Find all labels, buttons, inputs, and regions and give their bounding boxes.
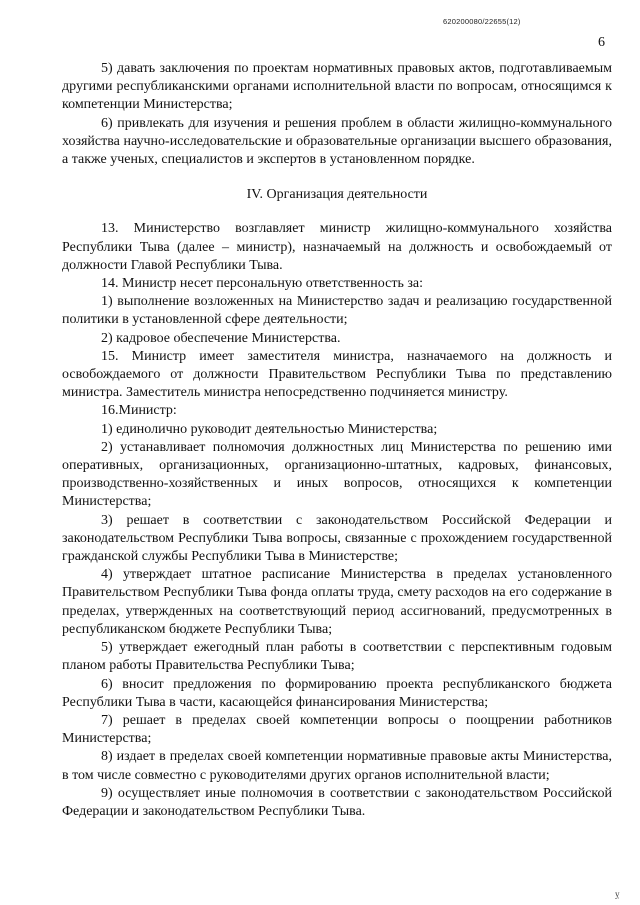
paragraph: 5) утверждает ежегодный план работы в соответствии с перспективным годовым планом работы Правительства Республики Тыва; [62, 640, 612, 674]
paragraph: 2) кадровое обеспечение Министерства. [101, 330, 341, 346]
paragraph: 4) утверждает штатное расписание Министерства в пределах установленного Правительством Республики Тыва фонда оплаты труда, смету расходов на его содержание в пределах, утвержденных на соответствующий период ассигнований, предусмотренных в республиканском бюджете Республики Тыва; [62, 567, 612, 637]
paragraph: 13. Министерство возглавляет министр жилищно-коммунального хозяйства Республики Тыва (далее – министр), назначаемый на должность и освобождаемый от должности Главой Республики Тыва. [62, 221, 612, 273]
paragraph: 14. Министр несет персональную ответственность за: [101, 276, 423, 292]
paragraph: 7) решает в пределах своей компетенции вопросы о поощрении работников Министерства; [62, 712, 612, 747]
document-body [62, 60, 612, 821]
paragraph: 9) осуществляет иные полномочия в соответствии с законодательством Российской Федерации и законодательством Республики Тыва. [62, 785, 612, 819]
page-number: 6 [598, 35, 605, 50]
paragraph: 3) решает в соответствии с законодательством Российской Федерации и законодательством Республики Тыва вопросы, связанные с прохождением государственной гражданской службы Республики Тыва в Министерстве; [62, 512, 612, 565]
paragraph: 8) издает в пределах своей компетенции нормативные правовые акты Министерства, в том числе совместно с руководителями других органов исполнительной власти; [62, 749, 612, 783]
paragraph: 5) давать заключения по проектам нормативных правовых актов, подготавливаемым другими республиканскими органами исполнительной власти по вопросам, относящимся к компетенции Министерства; [62, 61, 612, 113]
paragraph: 6) вносит предложения по формированию проекта республиканского бюджета Республики Тыва в части, касающейся финансирования Министерства; [62, 676, 612, 710]
paragraph: 1) единолично руководит деятельностью Министерства; [101, 421, 438, 437]
paragraph: 1) выполнение возложенных на Министерство задач и реализацию государственной политики в установленной сфере деятельности; [62, 294, 612, 328]
paragraph: 15. Министр имеет заместителя министра, назначаемого на должность и освобождаемого от должности Правительством Республики Тыва по представлению министра. Заместитель министра непосредственно подчиняется министру. [62, 348, 612, 401]
paragraph: 2) устанавливает полномочия должностных лиц Министерства по решению ими оперативных, организационных, организационно-штатных, кадровых, финансовых, производственно-хозяйственных и иных вопросов, относящихся к компетенции Министерства; [62, 439, 612, 510]
section-heading: IV. Организация деятельности [246, 187, 428, 203]
document-id: 620200080/22655(12) [443, 17, 521, 26]
paragraph: 6) привлекать для изучения и решения проблем в области жилищно-коммунального хозяйства научно-исследовательские и образовательные организации высшего образования, а также ученых, специалистов и экспертов в установленном порядке. [62, 115, 612, 168]
paragraph: 16.Министр: [101, 403, 177, 419]
scan-mark: ỵ [615, 889, 620, 899]
